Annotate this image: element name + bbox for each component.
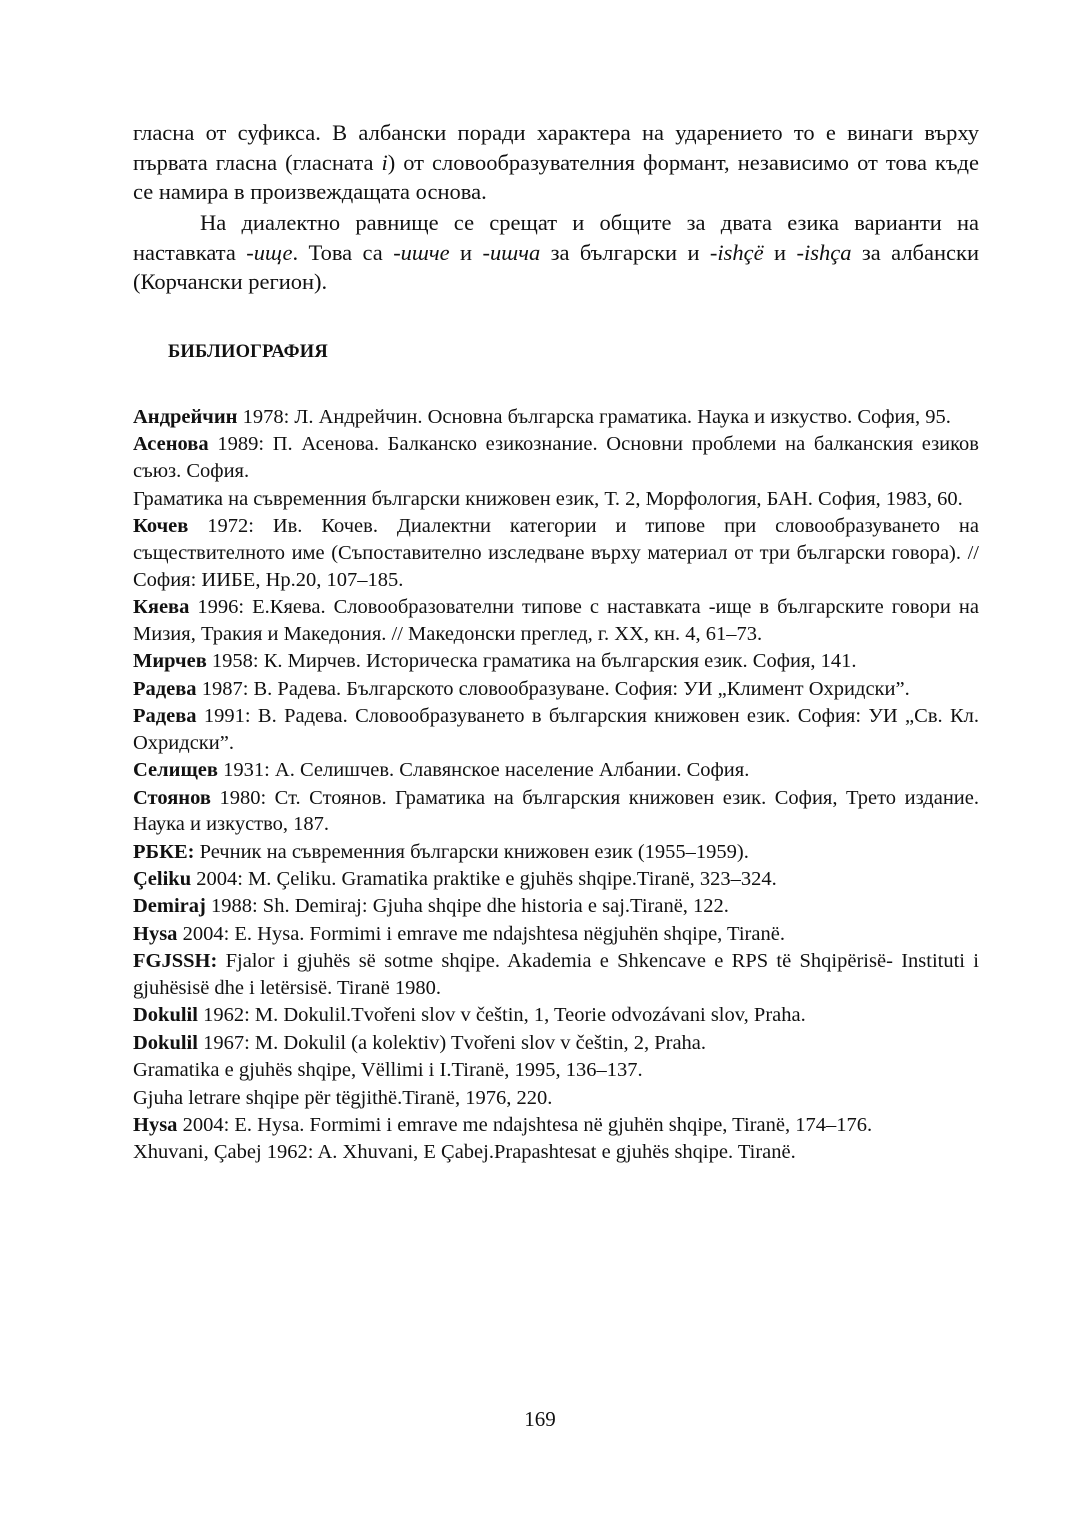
bibliography-entry-text: Gramatika e gjuhës shqipe, Vëllimi i I.Tiranë, 1995, 136–137. bbox=[133, 1059, 643, 1082]
italic-term: -ishça bbox=[796, 239, 852, 265]
bibliography-entry-key: Андрейчин bbox=[133, 406, 238, 428]
bibliography-entry-key: FGJSSH: bbox=[133, 950, 218, 973]
bibliography-entry-key: Кяева bbox=[133, 595, 190, 618]
bibliography-entry-key: Dokulil bbox=[133, 1004, 198, 1027]
paragraph-text: ) от словообразувателния формант, независимо от това къде се намира в произвеждащата основа. bbox=[133, 149, 979, 204]
bibliography-entry-key: Demiraj bbox=[133, 895, 206, 918]
bibliography-entry bbox=[133, 594, 979, 648]
bibliography-entry-key: Кочев bbox=[133, 514, 189, 537]
bibliography-entry bbox=[133, 1085, 979, 1112]
bibliography-entry-text: 1989: П. Асенова. Балканско езикознание. Основни проблеми на балканския езиков съюз. София. bbox=[133, 433, 979, 483]
italic-term: -ишче bbox=[393, 239, 450, 265]
bibliography-entry-text: 2004: E. Hysa. Formimi i emrave me ndajshtesa në gjuhën shqipe, Tiranë, 174–176. bbox=[177, 1114, 873, 1136]
bibliography-entry-text: 1962: M. Dokulil.Tvořeni slov v češtin, 1, Teorie odvozávani slov, Praha. bbox=[197, 1004, 806, 1027]
bibliography-entry bbox=[133, 1112, 979, 1139]
bibliography-entry bbox=[133, 703, 979, 757]
italic-term: -ишча bbox=[482, 239, 541, 265]
bibliography-entry-text: 1958: К. Мирчев. Историческа граматика на българския език. София, 141. bbox=[206, 650, 857, 673]
bibliography-entry-text: 1967: M. Dokulil (a kolektiv) Tvořeni slov v češtin, 2, Praha. bbox=[197, 1031, 707, 1054]
bibliography-entry-text: 1980: Ст. Стоянов. Граматика на българския книжовен език. София, Трето издание. Наука и изкуство, 187. bbox=[133, 786, 979, 836]
bibliography-entry-text: 2004: E. Hysa. Formimi i emrave me ndajshtesa nëgjuhën shqipe, Tiranë. bbox=[177, 922, 785, 945]
bibliography-entry-text: 1991: В. Радева. Словообразуването в българския книжовен език. София: УИ „Св. Кл. Охридски”. bbox=[133, 704, 979, 754]
bibliography-entry bbox=[133, 948, 979, 1002]
bibliography-entry-text: 1972: Ив. Кочев. Диалектни категории и типове при словообразуването на съществителното име (Съпоставително изследване върху материал от три български говора). // София: ИИБЕ, Нр.20, 107–185. bbox=[133, 514, 979, 591]
bibliography-entry-text: 1988: Sh. Demiraj: Gjuha shqipe dhe historia e saj.Tiranë, 122. bbox=[205, 895, 729, 918]
bibliography-entry bbox=[133, 921, 979, 948]
bibliography-entry-key: РБКЕ: bbox=[133, 840, 195, 863]
bibliography-entry bbox=[133, 676, 979, 703]
body-paragraph-suffix-variants bbox=[133, 208, 979, 297]
bibliography-entry-text: Gjuha letrare shqipe për tëgjithë.Tiranë, 1976, 220. bbox=[133, 1086, 553, 1109]
bibliography-entry-key: Радева bbox=[133, 677, 197, 700]
bibliography-entry bbox=[133, 431, 979, 485]
bibliography-entry-text: Граматика на съвременния български книжовен език, Т. 2, Морфология, БАН. София, 1983, 60. bbox=[133, 487, 963, 510]
bibliography-entry bbox=[133, 1002, 979, 1029]
bibliography-entry bbox=[133, 486, 979, 513]
bibliography-entry-text: Fjalor i gjuhës së sotme shqipe. Akademia e Shkencave e RPS të Shqipërisë- Instituti i gjuhësisë dhe i letërsisë. Tiranë 1980. bbox=[133, 950, 979, 1000]
italic-term: -ище bbox=[246, 239, 293, 265]
bibliography-heading: БИБЛИОГРАФИЯ bbox=[168, 342, 328, 362]
bibliography-entry-key: Селищев bbox=[133, 759, 218, 782]
bibliography-entry bbox=[133, 404, 979, 431]
paragraph-text: и bbox=[763, 239, 797, 265]
bibliography-entry-key: Hysa bbox=[133, 1114, 178, 1136]
bibliography-entry-key: Çeliku bbox=[133, 868, 192, 891]
bibliography-entry-text: 2004: M. Çeliku. Gramatika praktike e gjuhës shqipe.Tiranë, 323–324. bbox=[191, 868, 777, 891]
bibliography-entry bbox=[133, 1139, 979, 1166]
bibliography-entry bbox=[133, 648, 979, 675]
bibliography-entry bbox=[133, 1030, 979, 1057]
bibliography-entry-text: 1931: А. Селишчев. Славянское население Албании. София. bbox=[217, 759, 750, 782]
italic-term: -ishçë bbox=[709, 239, 764, 265]
bibliography-entry-text: Речник на съвременния български книжовен език (1955–1959). bbox=[194, 840, 749, 863]
bibliography-entry-key: Радева bbox=[133, 704, 197, 727]
bibliography-entry-key: Стоянов bbox=[133, 786, 211, 809]
paragraph-text: и bbox=[449, 239, 483, 265]
bibliography-entry bbox=[133, 866, 979, 893]
bibliography-entry bbox=[133, 893, 979, 920]
bibliography-entry-key: Hysa bbox=[133, 922, 178, 945]
bibliography-entry bbox=[133, 757, 979, 784]
bibliography-entry bbox=[133, 1057, 979, 1084]
bibliography-list bbox=[133, 404, 979, 1167]
bibliography-entry-text: 1996: Е.Кяева. Словообразователни типове с наставката -ище в българските говори на Мизия, Тракия и Македония. // Македонски преглед, г. ХХ, кн. 4, 61–73. bbox=[133, 595, 979, 645]
bibliography-entry-text: Xhuvani, Çabej 1962: A. Xhuvani, E Çabej.Prapashtesat e gjuhës shqipe. Tiranë. bbox=[133, 1141, 796, 1164]
bibliography-entry bbox=[133, 513, 979, 593]
paragraph-text: за български и bbox=[540, 239, 710, 265]
page-number: 169 bbox=[524, 1407, 556, 1431]
italic-term: i bbox=[381, 149, 388, 175]
bibliography-entry-text: 1978: Л. Андрейчин. Основна българска граматика. Наука и изкуство. София, 95. bbox=[237, 406, 951, 428]
bibliography-entry-key: Мирчев bbox=[133, 650, 207, 673]
bibliography-entry bbox=[133, 839, 979, 866]
bibliography-entry-key: Dokulil bbox=[133, 1031, 198, 1054]
paragraph-text: На диалектно равнище се срещат и общите за двата езика варианти на наставката bbox=[133, 210, 979, 265]
body-paragraph-continued bbox=[133, 118, 979, 207]
bibliography-entry-key: Асенова bbox=[133, 433, 209, 456]
bibliography-entry bbox=[133, 785, 979, 839]
bibliography-entry-text: 1987: В. Радева. Българското словообразуване. София: УИ „Климент Охридски”. bbox=[196, 677, 910, 700]
paragraph-text: . Това са bbox=[292, 239, 394, 265]
paragraph-text: за албански (Корчански регион). bbox=[133, 239, 979, 294]
paragraph-text: гласна от суфикса. В албански поради характера на ударението то е винаги върху първата гласна (гласната bbox=[133, 120, 979, 175]
